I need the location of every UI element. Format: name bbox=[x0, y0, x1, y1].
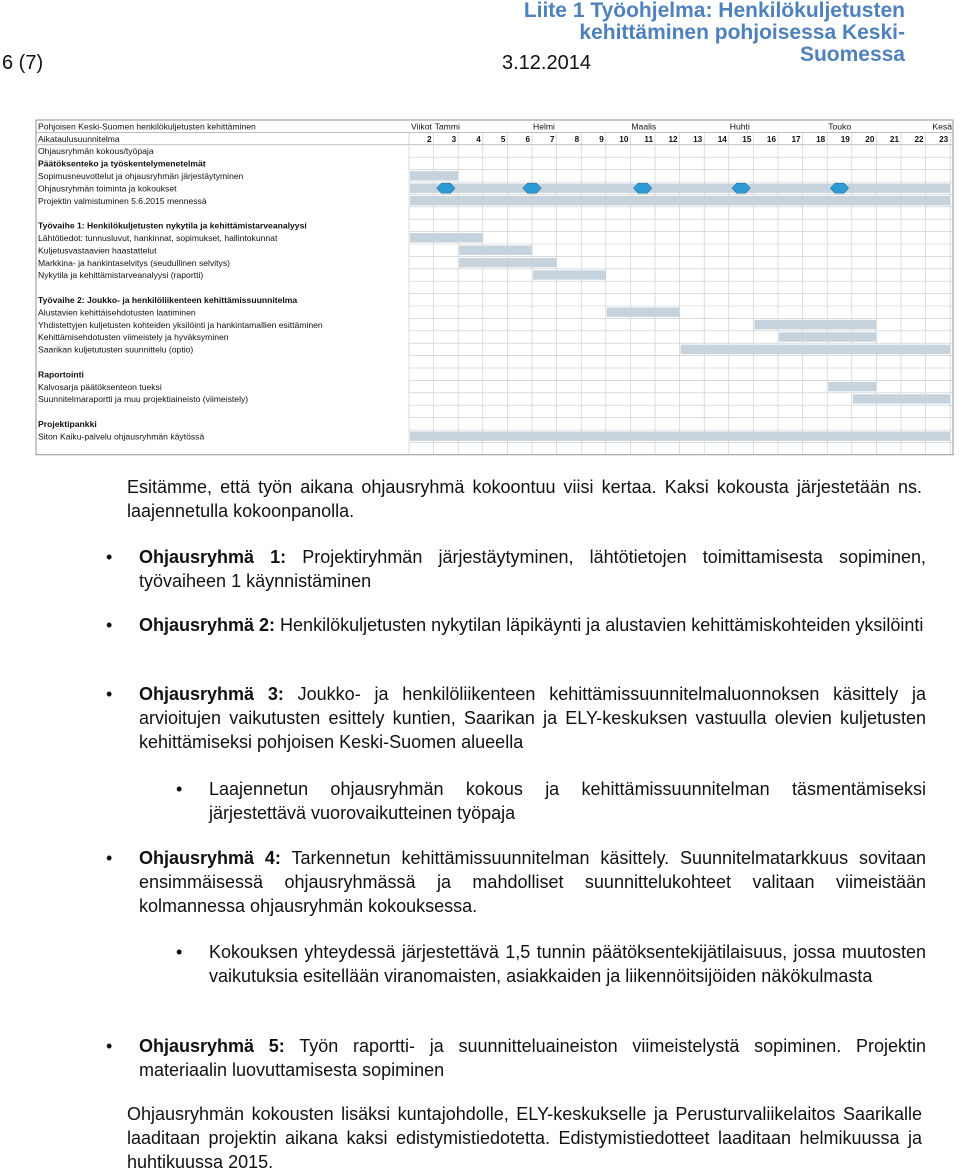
bullet-dot-icon: • bbox=[106, 615, 113, 635]
gantt-row-label: Suunnitelmaraportti ja muu projektiaineisto (viimeistely) bbox=[38, 394, 249, 405]
closing-paragraph: Ohjausryhmän kokousten lisäksi kuntajohdolle, ELY-keskukselle ja Perusturvaliikelaitos Saarikalle laaditaan projektin aikana kaksi edistymistiedotetta. Edistymistiedotteet laaditaan helmikuussa ja huhtikuussa 2015. bbox=[127, 1104, 922, 1172]
gantt-week-number: 9 bbox=[599, 134, 604, 144]
gantt-bar bbox=[607, 308, 680, 317]
gantt-title: Pohjoisen Keski-Suomen henkilökuljetusten kehittäminen bbox=[38, 121, 256, 132]
gantt-week-number: 12 bbox=[668, 134, 678, 144]
attachment-title-line-2: kehittäminen pohjoisessa Keski- bbox=[579, 21, 905, 44]
gantt-week-number: 21 bbox=[889, 134, 899, 144]
gantt-row-label: Kalvosarja päätöksenteon tueksi bbox=[38, 381, 162, 392]
gantt-bar bbox=[410, 184, 950, 193]
intro-paragraph: Esitämme, että työn aikana ohjausryhmä kokoontuu viisi kertaa. Kaksi kokousta järjestetään ns. laajennetulla kokoonpanolla. bbox=[127, 477, 922, 521]
gantt-month-label: Helmi bbox=[533, 121, 555, 132]
gantt-month-label: Touko bbox=[828, 121, 852, 132]
gantt-row-label: Nykytila ja kehittämistarveanalyysi (raportti) bbox=[38, 270, 204, 281]
bullet-dot-icon: • bbox=[176, 779, 183, 799]
gantt-month-label: Maalis bbox=[631, 121, 657, 132]
attachment-title-line-3: Suomessa bbox=[799, 43, 905, 66]
gantt-week-number: 20 bbox=[865, 134, 875, 144]
gantt-bar bbox=[410, 196, 950, 205]
bullet-text bbox=[139, 545, 926, 593]
gantt-row-label: Kehittämisehdotusten viimeistely ja hyväksyminen bbox=[38, 332, 229, 343]
meeting-description: Projektiryhmän järjestäytyminen, lähtötietojen toimittamisesta sopiminen, työvaiheen 1 käynnistäminen bbox=[139, 547, 926, 591]
gantt-row-label: Projektipankki bbox=[38, 419, 97, 429]
gantt-week-number: 19 bbox=[840, 134, 850, 144]
gantt-row-label: Sopimusneuvottelut ja ohjausryhmän järjestäytyminen bbox=[38, 171, 244, 181]
meeting-label: Ohjausryhmä 3: bbox=[139, 684, 284, 704]
gantt-bar bbox=[681, 345, 951, 354]
gantt-week-number: 15 bbox=[742, 134, 752, 144]
meeting-label: Ohjausryhmä 2: bbox=[139, 615, 276, 635]
gantt-bar bbox=[533, 270, 606, 279]
gantt-bar bbox=[754, 320, 876, 329]
gantt-row-label: Projektin valmistuminen 5.6.2015 mennessä bbox=[38, 195, 207, 206]
bullet-dot-icon: • bbox=[176, 942, 183, 962]
gantt-bar bbox=[410, 171, 458, 180]
meeting-label: Ohjausryhmä 4: bbox=[139, 848, 281, 868]
page-number: 6 (7) bbox=[2, 52, 44, 74]
gantt-row-label: Yhdistettyjen kuljetusten kohteiden yksilöinti ja hankintamallien esittäminen bbox=[38, 319, 323, 330]
gantt-row-label: Markkina- ja hankintaselvitys (seudullinen selvitys) bbox=[38, 257, 231, 268]
gantt-row-label: Työvaihe 2: Joukko- ja henkilöliikenteen kehittämissuunnitelma bbox=[38, 295, 298, 305]
gantt-week-number: 23 bbox=[939, 134, 949, 144]
bullet-text: Laajennetun ohjausryhmän kokous ja kehittämissuunnitelman täsmentämiseksi järjestettävä vuorovaikutteinen työpaja bbox=[209, 779, 926, 823]
gantt-row-label: Lähtötiedot: tunnusluvut, hankinnat, sopimukset, hallintokunnat bbox=[38, 233, 278, 243]
bullet-text bbox=[139, 682, 926, 754]
gantt-week-number: 7 bbox=[550, 134, 555, 144]
gantt-bar bbox=[459, 258, 556, 267]
gantt-week-number: 6 bbox=[525, 134, 530, 144]
gantt-month-label: Kesä bbox=[932, 121, 952, 132]
gantt-bar bbox=[410, 432, 950, 441]
gantt-row-label: Kuljetusvastaavien haastattelut bbox=[38, 245, 157, 256]
meeting-description: Henkilökuljetusten nykytilan läpikäynti ja alustavien kehittämiskohteiden yksilöinti bbox=[275, 615, 924, 635]
gantt-row-label: Saarikan kuljetutusten suunnittelu (optio) bbox=[38, 344, 194, 355]
gantt-week-number: 2 bbox=[427, 134, 432, 144]
bullet-text bbox=[139, 846, 926, 918]
bullet-dot-icon: • bbox=[106, 1036, 113, 1056]
bullet-dot-icon: • bbox=[106, 547, 113, 567]
gantt-row-label: Alustavien kehittäisehdotusten laatiminen bbox=[38, 307, 196, 318]
gantt-week-number: 5 bbox=[500, 134, 506, 144]
gantt-bar bbox=[853, 394, 950, 403]
gantt-week-number: 10 bbox=[619, 134, 629, 144]
gantt-week-number: 4 bbox=[476, 134, 481, 144]
meeting-description: Tarkennetun kehittämissuunnitelman käsittely. Suunnitelmatarkkuus sovitaan ensimmäisessä ohjausryhmässä ja mahdolliset suunnittelukohteet valitaan viimeistään kolmannessa ohjausryhmän kokouksessa. bbox=[139, 848, 927, 916]
gantt-bar bbox=[828, 382, 876, 391]
meeting-description: Työn raportti- ja suunnitteluaineiston viimeistelystä sopiminen. Projektin materiaalin luovuttamisesta sopiminen bbox=[139, 1036, 926, 1080]
bullet-dot-icon: • bbox=[106, 684, 113, 704]
gantt-row-label: Päätöksenteko ja työskentelymenetelmät bbox=[38, 158, 206, 169]
gantt-row-label: Siton Kaiku-palvelu ohjausryhmän käytössä bbox=[38, 431, 205, 442]
gantt-weeks-label: Viikot bbox=[411, 121, 432, 132]
gantt-week-number: 18 bbox=[816, 134, 826, 144]
gantt-chart bbox=[0, 0, 960, 460]
gantt-week-number: 13 bbox=[693, 134, 703, 144]
gantt-row-label: Aikataulusuunnitelma bbox=[38, 133, 120, 144]
meeting-label: Ohjausryhmä 1: bbox=[139, 547, 287, 567]
gantt-week-number: 14 bbox=[717, 134, 727, 144]
gantt-month-label: Tammi bbox=[434, 121, 460, 132]
gantt-week-number: 16 bbox=[766, 134, 776, 144]
meeting-label: Ohjausryhmä 5: bbox=[139, 1036, 285, 1056]
bullet-text: Kokouksen yhteydessä järjestettävä 1,5 tunnin päätöksentekijätilaisuus, jossa muutosten vaikutuksia esitellään viranomaisten, asiakkaiden ja liikennöitsijöiden näkökulmasta bbox=[209, 942, 926, 986]
bullet-text bbox=[139, 613, 926, 637]
document-date: 3.12.2014 bbox=[502, 52, 591, 74]
gantt-week-number: 3 bbox=[451, 134, 457, 144]
gantt-bar bbox=[779, 332, 876, 341]
gantt-bar bbox=[459, 246, 532, 255]
gantt-week-number: 22 bbox=[914, 134, 924, 144]
gantt-row-label: Ohjausryhmän toiminta ja kokoukset bbox=[38, 183, 177, 194]
gantt-week-number: 17 bbox=[791, 134, 801, 144]
gantt-week-number: 8 bbox=[574, 134, 580, 144]
bullet-text bbox=[139, 1034, 926, 1082]
gantt-row-label: Raportointi bbox=[38, 369, 84, 380]
gantt-week-number: 11 bbox=[644, 134, 653, 144]
gantt-month-label: Huhti bbox=[729, 121, 750, 132]
bullet-dot-icon: • bbox=[106, 848, 113, 868]
gantt-bar bbox=[410, 233, 483, 242]
meeting-description: Joukko- ja henkilöliikenteen kehittämissuunnitelmaluonnoksen käsittely ja arvioitujen vaikutusten esittely kuntien, Saarikan ja ELY-keskuksen vastuulla olevien kuljetusten kehittämiseksi pohjoisen Keski-Suomen alueella bbox=[139, 684, 927, 752]
gantt-row-label: Työvaihe 1: Henkilökuljetusten nykytila ja kehittämistarveanalyysi bbox=[38, 220, 307, 231]
attachment-title-line-1: Liite 1 Työohjelma: Henkilökuljetusten bbox=[523, 0, 905, 22]
gantt-row-label: Ohjausryhmän kokous/työpaja bbox=[38, 146, 154, 157]
